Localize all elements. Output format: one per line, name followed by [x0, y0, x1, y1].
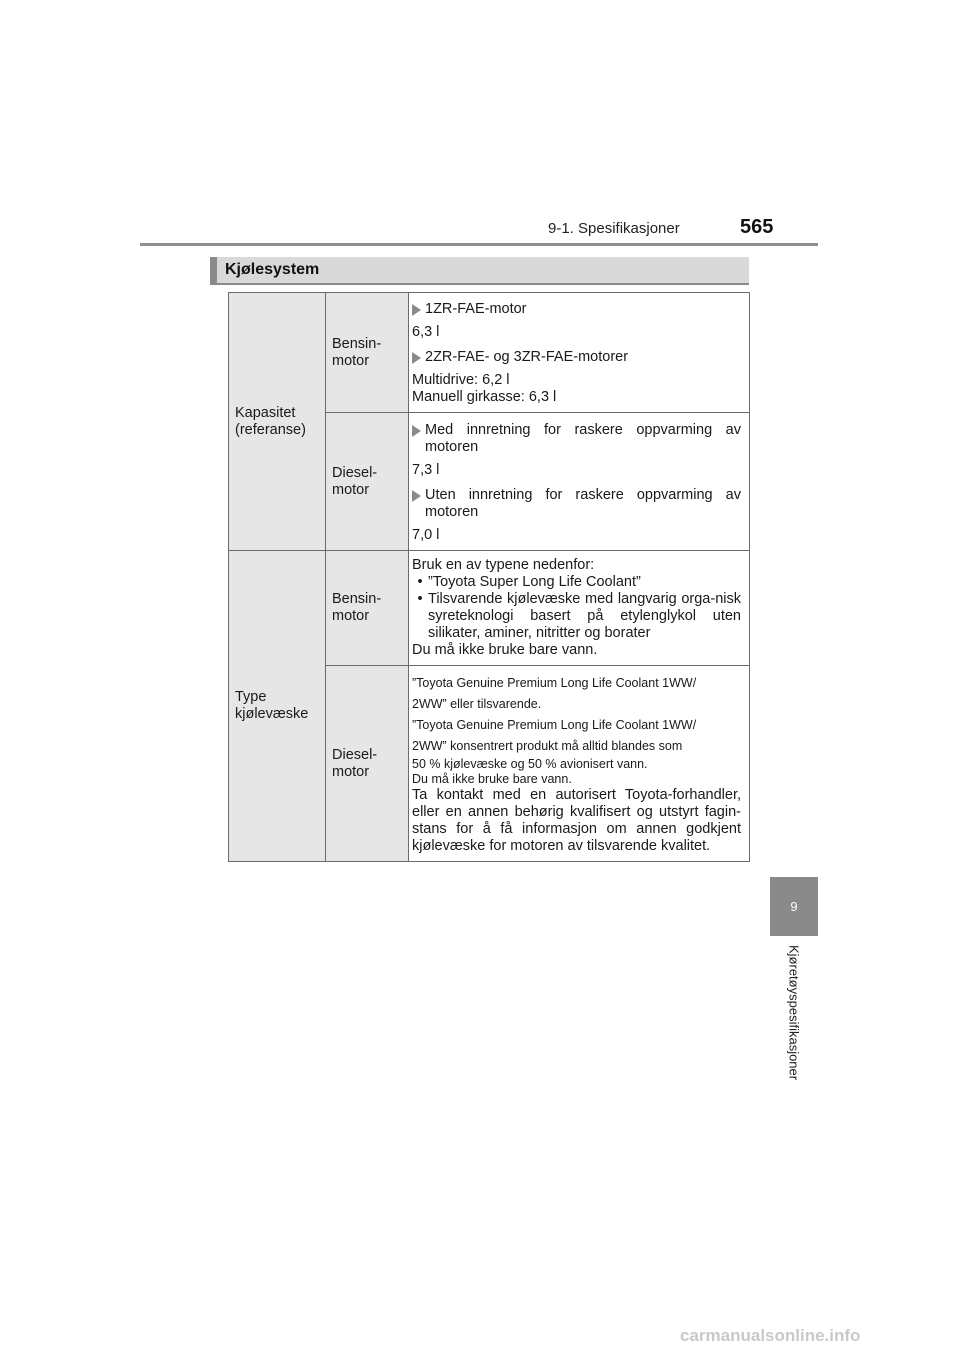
section-accent — [210, 257, 217, 283]
watermark: carmanualsonline.info — [680, 1326, 861, 1345]
spec-heading-text: 1ZR-FAE-motor — [425, 301, 527, 317]
table-row — [229, 293, 750, 413]
coolant-intro: Bruk en av typene nedenfor: — [412, 557, 595, 573]
chapter-tab — [770, 877, 818, 936]
contact-dealer-text: Ta kontakt med en autorisert Toyota-forhandler, eller en annen behørig kvalifisert og utstyrt fagin-stans for å få informasjon om annen godkjent kjølevæske for motoren av tilsvarende kvalitet. — [412, 786, 741, 854]
spec-value: 7,0 l — [412, 526, 440, 543]
table-row — [229, 551, 750, 666]
chapter-side-label: Kjøretøyspesifikasjoner — [786, 945, 802, 1081]
cooling-spec-table — [228, 292, 750, 862]
bullet-icon: • — [417, 574, 423, 590]
chapter-title: 9-1. Spesifikasjoner — [548, 220, 680, 237]
spec-heading — [412, 301, 741, 318]
capacity-diesel-value — [409, 413, 750, 551]
capacity-petrol-value — [409, 293, 750, 413]
coolant-note-line: 50 % kjølevæske og 50 % avionisert vann. — [412, 756, 648, 771]
spec-value: 7,3 l — [412, 461, 440, 478]
section-title: Kjølesystem — [225, 261, 320, 278]
triangle-icon — [412, 352, 421, 364]
capacity-label: Kapasitet (referanse) — [229, 293, 326, 551]
spec-heading — [412, 487, 741, 521]
coolant-note-line: 2WW” konsentrert produkt må alltid blandes som — [412, 738, 683, 753]
capacity-diesel-label: Diesel-motor — [326, 413, 409, 551]
list-item-text: Tilsvarende kjølevæske med langvarig orga-nisk syreteknologi basert på etylenglykol uten silikater, aminer, nitritter og borater — [428, 591, 741, 641]
section-heading-bar — [210, 257, 749, 285]
triangle-icon — [412, 304, 421, 316]
type-petrol-value — [409, 551, 750, 666]
type-label: Type kjølevæske — [229, 551, 326, 862]
spec-heading — [412, 349, 741, 366]
type-diesel-label: Diesel-motor — [326, 666, 409, 862]
list-item — [412, 574, 741, 591]
type-diesel-value — [409, 666, 750, 862]
spec-value: Multidrive: 6,2 l — [412, 372, 510, 388]
capacity-petrol-label: Bensin-motor — [326, 293, 409, 413]
triangle-icon — [412, 425, 421, 437]
chapter-number: 9 — [790, 899, 798, 914]
spec-heading — [412, 422, 741, 456]
list-item-text: ”Toyota Super Long Life Coolant” — [428, 574, 641, 590]
spec-heading-text: Med innretning for raskere oppvarming av motoren — [425, 421, 741, 455]
page-number: 565 — [740, 216, 774, 238]
coolant-note-line: ”Toyota Genuine Premium Long Life Coolant 1WW/ — [412, 717, 697, 732]
bullet-icon: • — [417, 591, 423, 607]
spec-value: Manuell girkasse: 6,3 l — [412, 389, 557, 405]
spec-heading-text: Uten innretning for raskere oppvarming av motoren — [425, 486, 741, 520]
water-warning: Du må ikke bruke bare vann. — [412, 642, 598, 658]
header-rule — [140, 243, 818, 246]
coolant-note-line: 2WW” eller tilsvarende. — [412, 696, 542, 711]
spec-value: 6,3 l — [412, 324, 440, 340]
triangle-icon — [412, 490, 421, 502]
coolant-note-line: ”Toyota Genuine Premium Long Life Coolant 1WW/ — [412, 675, 697, 690]
spec-heading-text: 2ZR-FAE- og 3ZR-FAE-motorer — [425, 349, 629, 365]
type-petrol-label: Bensin-motor — [326, 551, 409, 666]
coolant-note-line: Du må ikke bruke bare vann. — [412, 771, 572, 786]
list-item — [412, 591, 741, 642]
